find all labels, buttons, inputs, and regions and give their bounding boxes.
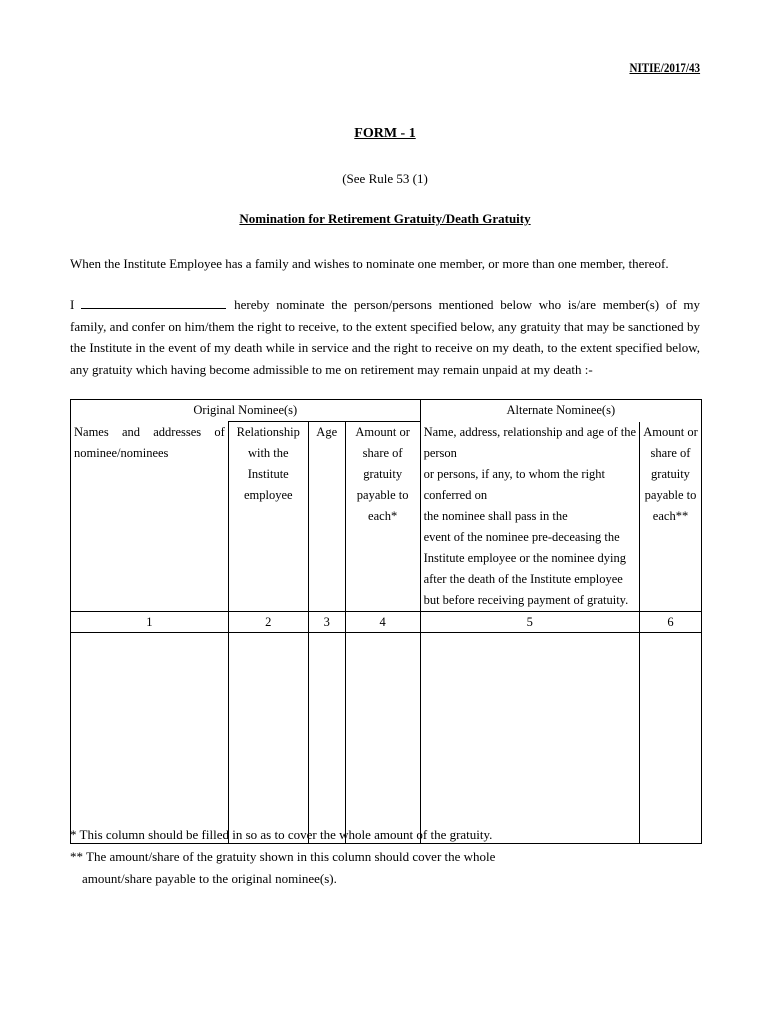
entry-relationship-cell[interactable] <box>228 632 308 843</box>
group-original-nominees: Original Nominee(s) <box>71 400 421 422</box>
alt-line: but before receiving payment of gratuity. <box>423 592 629 607</box>
entry-alternate-cell[interactable] <box>420 632 639 843</box>
alt-line: Institute employee or the nominee dying <box>423 550 626 565</box>
column-number: 4 <box>345 611 420 632</box>
footnote-double-star-cont: amount/share payable to the original nominee(s). <box>82 871 337 886</box>
col-header-alternate-details <box>420 422 639 612</box>
nomination-table <box>70 399 702 844</box>
form-subtitle: (See Rule 53 (1) <box>342 171 428 186</box>
group-alternate-nominees: Alternate Nominee(s) <box>420 400 701 422</box>
entry-names-cell[interactable] <box>71 632 229 843</box>
col-header-names: Names and addresses of nominee/nominees <box>71 422 229 612</box>
column-number: 6 <box>640 611 702 632</box>
declaration-prefix: I <box>70 297 75 312</box>
declaration-paragraph <box>70 294 700 380</box>
footnote-double-star: ** The amount/share of the gratuity shown in this column should cover the whole <box>70 849 496 864</box>
entry-age-cell[interactable] <box>308 632 345 843</box>
alt-line: Name, address, relationship and age of the person <box>423 424 637 460</box>
column-number-row <box>71 611 702 632</box>
form-heading: Nomination for Retirement Gratuity/Death Gratuity <box>239 211 531 226</box>
alt-line: the nominee shall pass in the <box>423 508 568 523</box>
reference-number: NITIE/2017/43 <box>629 60 700 75</box>
employee-name-blank[interactable] <box>81 296 226 309</box>
alt-line: after the death of the Institute employee <box>423 571 623 586</box>
col-header-relationship: Relationship with the Institute employee <box>228 422 308 612</box>
intro-text: When the Institute Employee has a family and wishes to nominate one member, or more than one member, thereof. <box>70 256 669 271</box>
column-number: 2 <box>228 611 308 632</box>
col-header-age: Age <box>308 422 345 612</box>
alt-line: or persons, if any, to whom the right conferred on <box>423 466 606 502</box>
entry-amount-cell[interactable] <box>345 632 420 843</box>
form-title: FORM - 1 <box>354 126 416 141</box>
entry-row <box>71 632 702 843</box>
footnote-single-star: * This column should be filled in so as to cover the whole amount of the gratuity. <box>70 827 493 842</box>
alt-line: event of the nominee pre-deceasing the <box>423 529 620 544</box>
column-number: 1 <box>71 611 229 632</box>
footnotes <box>70 824 710 890</box>
col-header-alt-amount: Amount or share of gratuity payable to each** <box>640 422 702 612</box>
column-number: 5 <box>420 611 639 632</box>
col-header-amount: Amount or share of gratuity payable to each* <box>345 422 420 612</box>
entry-alt-amount-cell[interactable] <box>640 632 702 843</box>
declaration-body: hereby nominate the person/persons mentioned below who is/are member(s) of my family, and confer on him/them the right to receive, to the extent specified below, any gratuity that may be sanctioned by the Institute in the event of my death while in service and the right to receive on my death, to the extent specified below, any gratuity which having become admissible to me on retirement may remain unpaid at my death :- <box>70 297 701 377</box>
column-number: 3 <box>308 611 345 632</box>
